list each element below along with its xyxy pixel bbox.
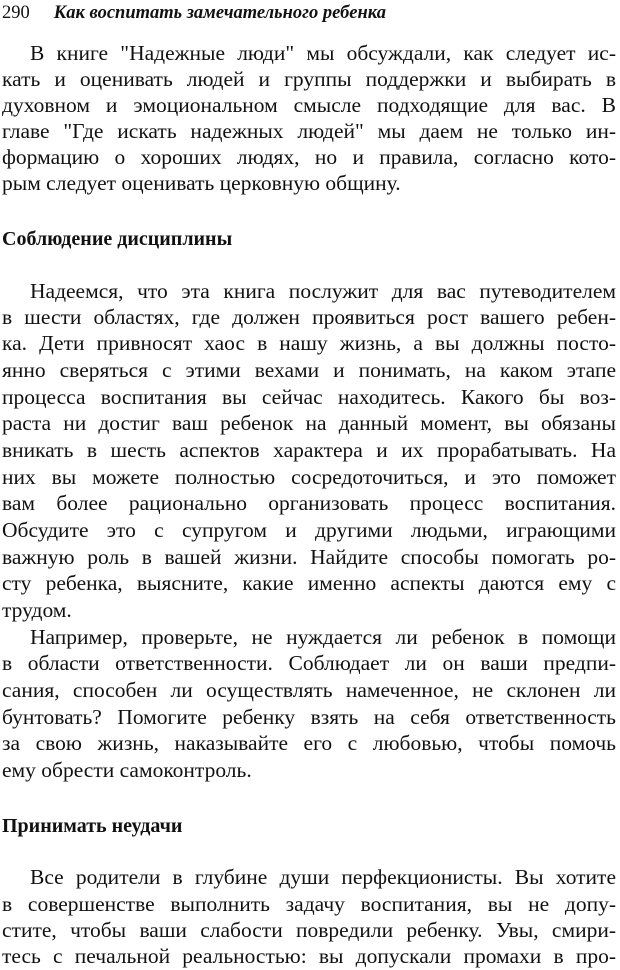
section-heading: Соблюдение дисциплины (2, 228, 233, 250)
text-line: В книге "Надежные люди" мы обсуждали, как следует ис- (30, 41, 616, 65)
text-line: кать и оценивать людей и группы поддержки и выбирать в (2, 67, 616, 91)
running-title: Как воспитать замечательного ребенка (53, 3, 386, 23)
text-line: стите, чтобы ваши слабости повредили ребенку. Увы, смири- (2, 918, 616, 942)
text-line: важную роль в вашей жизни. Найдите способы помогать ро- (2, 545, 616, 569)
text-line: вам более рационально организовать процесс воспитания. (2, 491, 616, 515)
text-line: них вы можете полностью сосредоточиться, и это поможет (2, 465, 616, 489)
text-line: формацию о хороших людях, но и правила, согласно кото- (2, 145, 616, 169)
text-line: в шести областях, где должен проявиться рост вашего ребен- (2, 305, 616, 329)
text-line: тесь с печальной реальностью: вы допускали промахи в про- (2, 944, 616, 968)
text-line: сту ребенка, выясните, какие именно аспекты даются ему с (2, 571, 616, 595)
text-line: главе "Где искать надежных людей" мы даем не только ин- (2, 119, 616, 143)
text-line: вникать в шесть аспектов характера и их прорабатывать. На (2, 438, 616, 462)
section-heading: Принимать неудачи (2, 815, 183, 837)
text-line: Например, проверьте, не нуждается ли ребенок в помощи (30, 625, 616, 649)
text-line: трудом. (2, 598, 72, 622)
text-line: сания, способен ли осуществлять намеченное, не склонен ли (2, 678, 616, 702)
text-line: духовном и эмоциональном смысле подходящие для вас. В (2, 93, 616, 117)
text-line: Обсудите это с супругом и другими людьми, играющими (2, 518, 616, 542)
text-line: рым следует оценивать церковную общину. (2, 171, 401, 195)
page-number: 290 (2, 3, 30, 23)
text-line: Надеемся, что эта книга послужит для вас путеводителем (30, 279, 616, 303)
text-line: бунтовать? Помогите ребенку взять на себя ответственность (2, 705, 616, 729)
text-line: в области ответственности. Соблюдает ли он ваши предпи- (2, 651, 616, 675)
text-line: в совершенстве выполнить задачу воспитания, вы не допу- (2, 892, 616, 916)
text-line: процесса воспитания вы сейчас находитесь. Какого бы воз- (2, 385, 616, 409)
running-head (2, 0, 386, 26)
text-line: янно сверяться с этими вехами и понимать, на каком этапе (2, 358, 616, 382)
text-line: Все родители в глубине души перфекционисты. Вы хотите (30, 865, 616, 889)
text-line: раста ни достиг ваш ребенок на данный момент, вы обязаны (2, 411, 616, 435)
text-line: ему обрести самоконтроль. (2, 758, 252, 782)
text-line: за свою жизнь, наказывайте его с любовью, чтобы помочь (2, 731, 616, 755)
text-line: ка. Дети привносят хаос в нашу жизнь, а вы должны посто- (2, 331, 616, 355)
